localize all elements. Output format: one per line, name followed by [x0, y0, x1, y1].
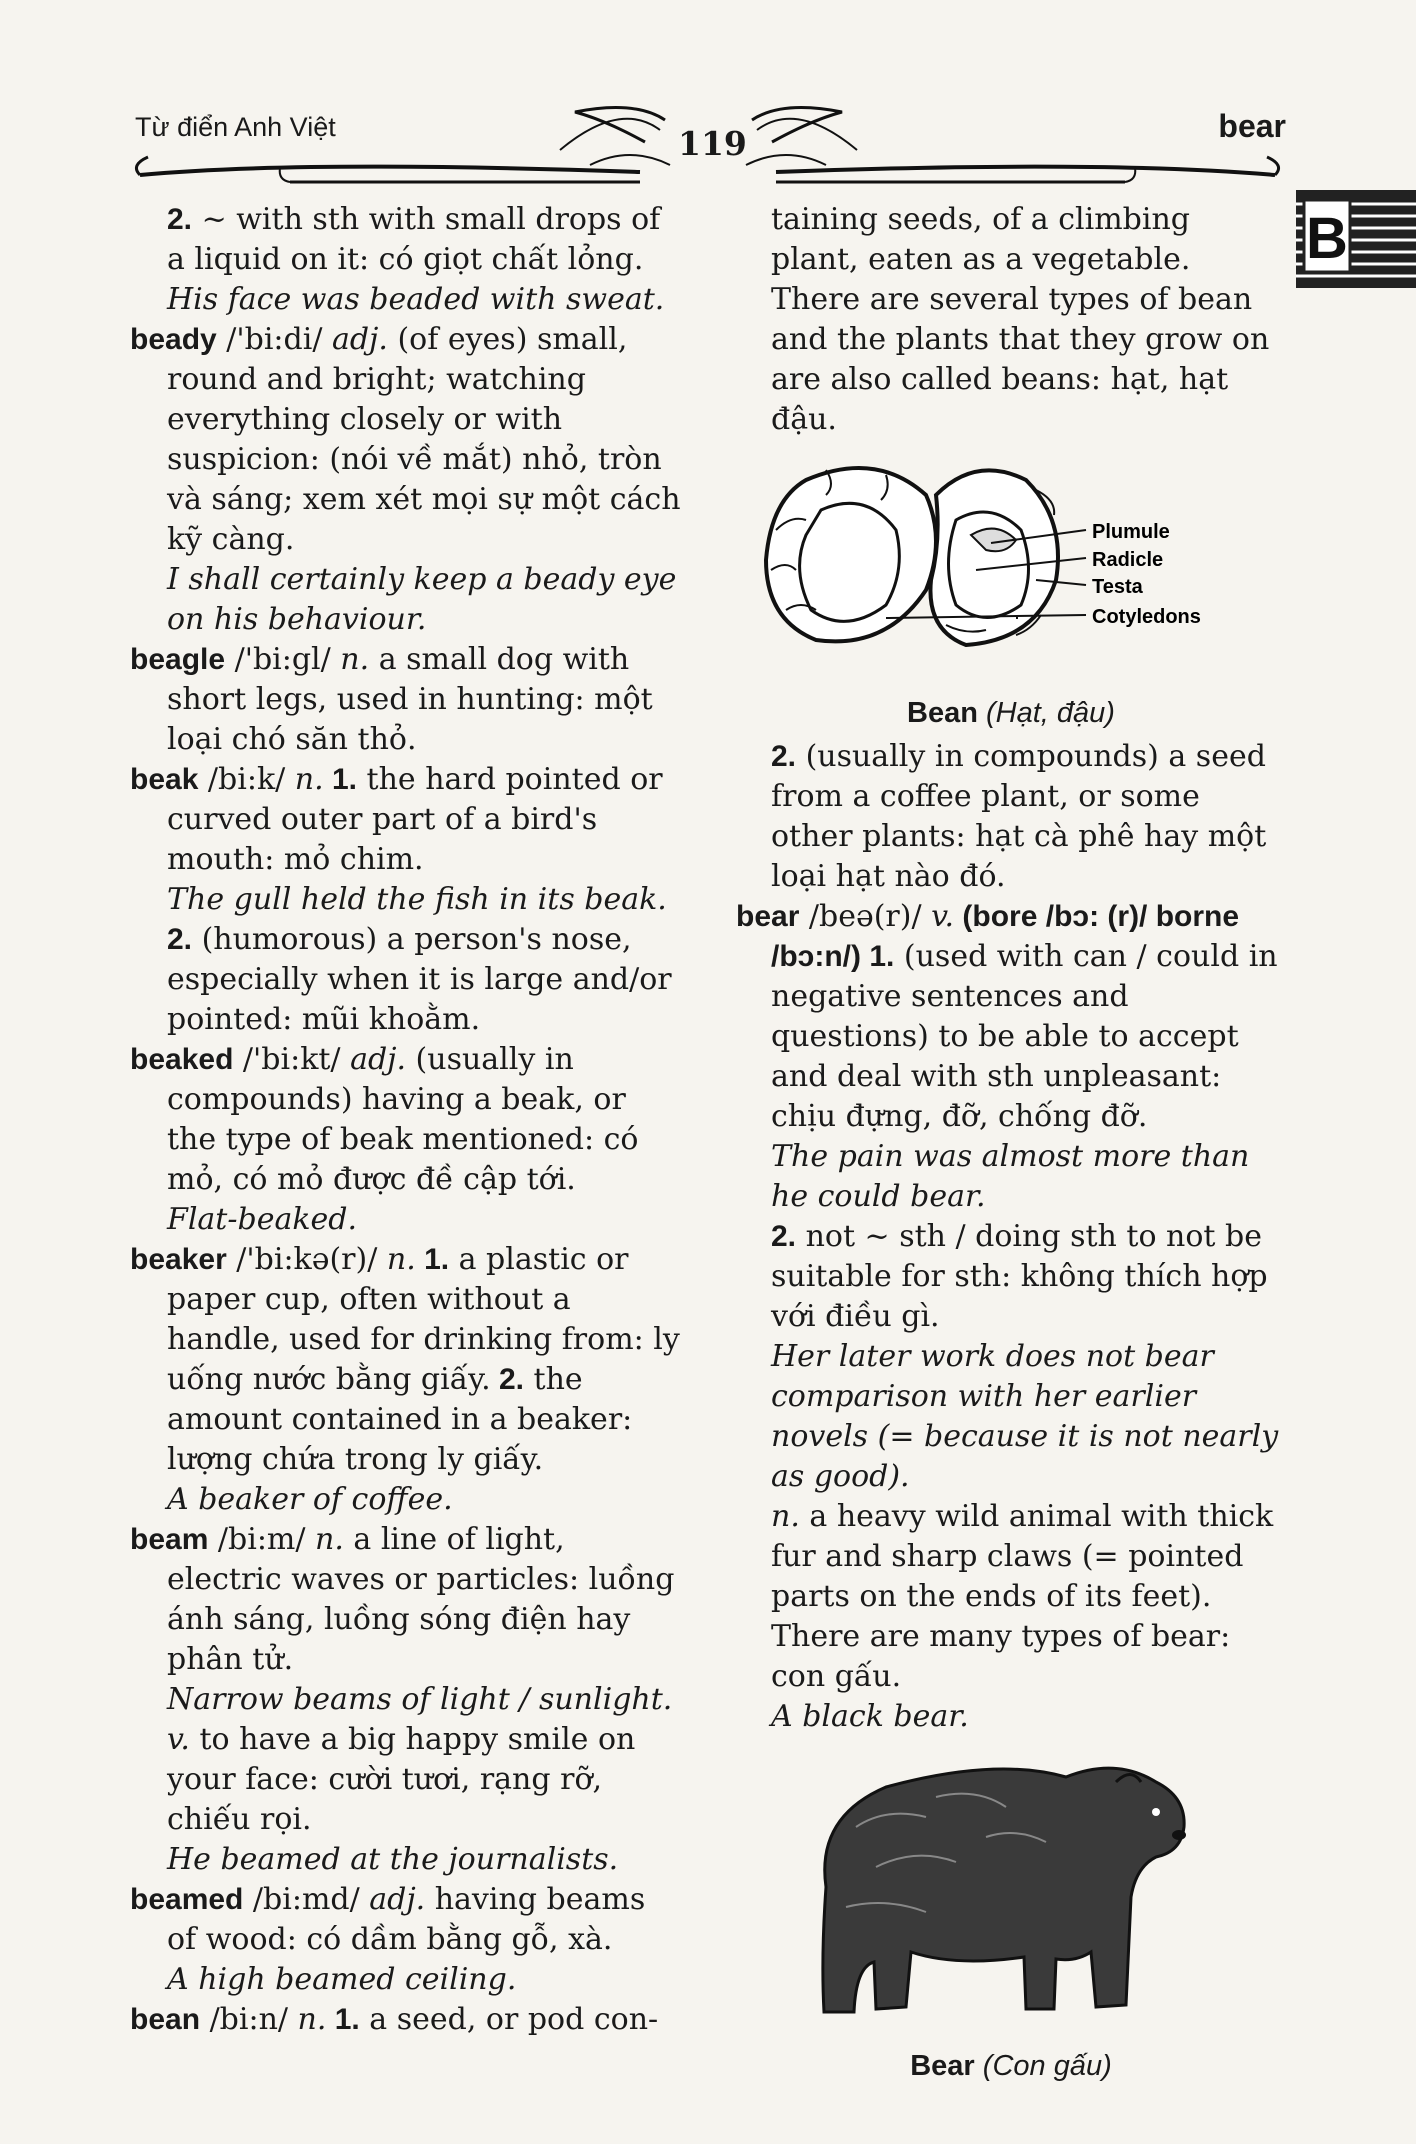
headword: beak	[130, 763, 199, 796]
headword: beaked	[130, 1043, 234, 1076]
entry-continuation: 2. (humorous) a person's nose, especially when it is large and/or pointed: mũi khoằm.	[167, 922, 672, 1037]
example-sentence: He beamed at the journalists.	[167, 1842, 619, 1877]
bean-caption: Bean (Hạt, đậu)	[907, 697, 1115, 729]
entry-bear: bear /beə(r)/ v. (bore /bɔ: (r)/ borne /bɔ:n/) 1. (used with can / could in negative sentences and questions) to be able to accept and deal with sth unpleasant: chịu đựng, đỡ, chống đỡ.	[736, 899, 1278, 1134]
header-ornament	[0, 0, 1416, 200]
page-header	[0, 0, 1416, 200]
entry-continuation: 2. not ~ sth / doing sth to not be suitable for sth: không thích hợp với điều gì.	[771, 1219, 1268, 1334]
label-cotyledons: Cotyledons	[1092, 606, 1201, 628]
example-sentence: A high beamed ceiling.	[167, 1962, 517, 1997]
headword: bean	[130, 2003, 201, 2036]
example-sentence: The gull held the fish in its beak.	[167, 882, 667, 917]
bean-diagram	[736, 440, 1286, 680]
tab-letter: B	[1306, 206, 1348, 271]
example-sentence: A black bear.	[771, 1699, 969, 1734]
entry-beak: beak /bi:k/ n. 1. the hard pointed or curved outer part of a bird's mouth: mỏ chim.	[130, 762, 663, 877]
entry-beagle: beagle /'bi:gl/ n. a small dog with short legs, used in hunting: một loại chó săn thỏ.	[130, 642, 653, 757]
entry-bean: bean /bi:n/ n. 1. a seed, or pod con-	[130, 2002, 659, 2037]
example-sentence: Narrow beams of light / sunlight.	[167, 1682, 673, 1717]
headword: bear	[736, 900, 800, 933]
headword: beamed	[130, 1883, 244, 1916]
entry-continuation: 2. ~ with sth with small drops of a liquid on it: có giọt chất lỏng.	[167, 202, 661, 277]
bear-figure	[736, 1737, 1286, 2086]
label-radicle: Radicle	[1092, 549, 1164, 571]
left-column	[130, 200, 682, 2040]
dictionary-title: Từ điển Anh Việt	[135, 112, 336, 142]
page-number: 119	[678, 124, 747, 163]
entry-beam: beam /bi:m/ n. a line of light, electric waves or particles: luồng ánh sáng, luồng sóng điện hay phân tử.	[130, 1522, 675, 1677]
example-sentence: Her later work does not bear comparison with her earlier novels (= because it is not nearly as good).	[771, 1339, 1279, 1494]
example-sentence: The pain was almost more than he could bear.	[771, 1139, 1250, 1214]
bear-caption: Bear (Con gấu)	[910, 2050, 1112, 2082]
entry-continuation: n. a heavy wild animal with thick fur and sharp claws (= pointed parts on the ends of its feet). There are many types of bear: con gấu.	[771, 1499, 1274, 1694]
right-column	[736, 200, 1286, 2086]
entry-continuation: 2. (usually in compounds) a seed from a coffee plant, or some other plants: hạt cà phê hay một loại hạt nào đó.	[771, 739, 1267, 894]
headword: beam	[130, 1523, 209, 1556]
entry-beaker: beaker /'bi:kə(r)/ n. 1. a plastic or paper cup, often without a handle, used for drinking from: ly uống nước bằng giấy. 2. the amount contained in a beaker: lượng chứa trong ly giấy.	[130, 1242, 680, 1477]
example-sentence: His face was beaded with sweat.	[167, 282, 665, 317]
label-plumule: Plumule	[1092, 521, 1170, 543]
bear-illustration	[736, 1737, 1286, 2035]
letter-thumb-tab	[1296, 190, 1416, 288]
headword: beady	[130, 323, 217, 356]
guide-word: bear	[1218, 108, 1286, 144]
example-sentence: I shall certainly keep a beady eye on his behaviour.	[167, 562, 677, 637]
headword: beaker	[130, 1243, 227, 1276]
headword: beagle	[130, 643, 226, 676]
entry-beamed: beamed /bi:md/ adj. having beams of wood: có dầm bằng gỗ, xà.	[130, 1882, 646, 1957]
bean-figure	[736, 440, 1286, 733]
entry-beaked: beaked /'bi:kt/ adj. (usually in compounds) having a beak, or the type of beak mentioned: có mỏ, có mỏ được đề cập tới.	[130, 1042, 639, 1197]
entry-beady: beady /'bi:di/ adj. (of eyes) small, round and bright; watching everything closely or with suspicion: (nói về mắt) nhỏ, tròn và sáng; xem xét mọi sự một cách kỹ càng.	[130, 322, 681, 557]
entry-continuation: v. to have a big happy smile on your face: cười tươi, rạng rỡ, chiếu rọi.	[167, 1722, 636, 1837]
label-testa: Testa	[1092, 576, 1143, 598]
entry-continuation: taining seeds, of a climbing plant, eaten as a vegetable. There are several types of bean and the plants that they grow on are also called beans: hạt, hạt đậu.	[771, 202, 1270, 437]
example-sentence: Flat-beaked.	[167, 1202, 358, 1237]
example-sentence: A beaker of coffee.	[167, 1482, 453, 1517]
